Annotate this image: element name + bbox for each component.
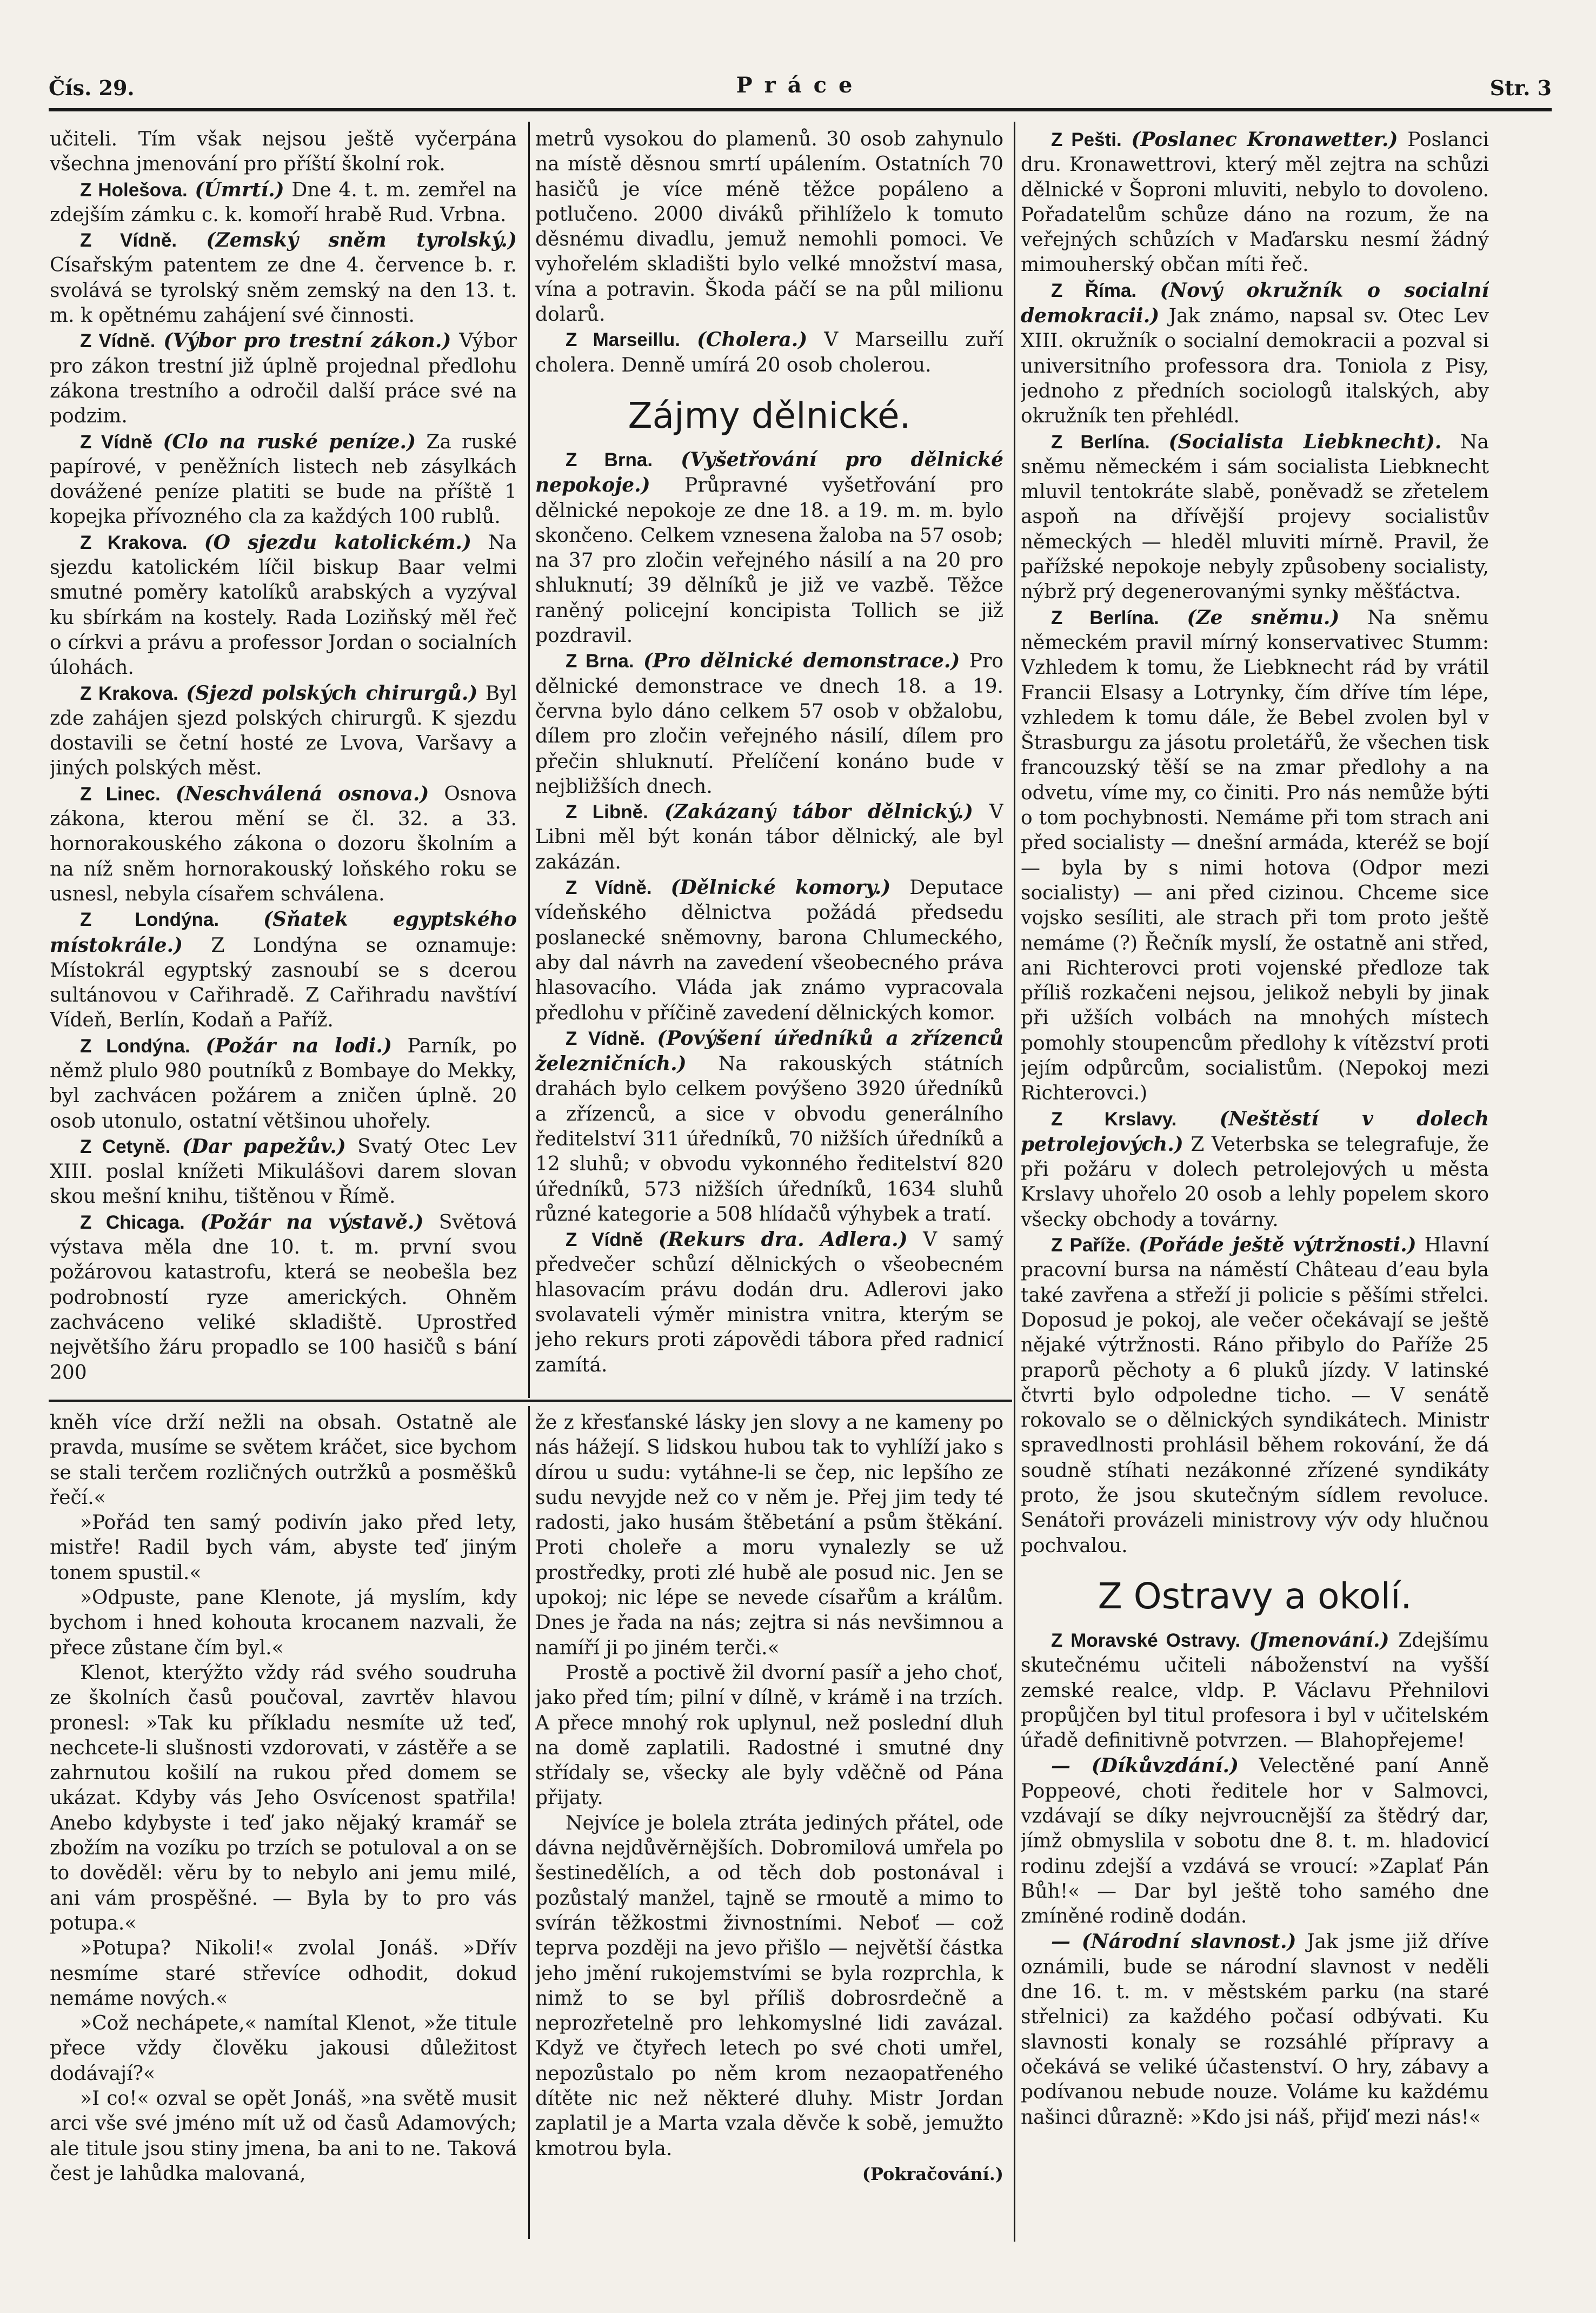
feuilleton-paragraph: »Odpuste, pane Klenote, já myslím, kdy bychom i hned kohouta krocanem nazvali, že přece zůstane čím byl.« (50, 1587, 517, 1659)
feuilleton-paragraph: Nejvíce je bolela ztráta jediných přátel, ode dávna nejdůvěrnějších. Dobromilová umřela po šestinedělích, a od těch dob postonával i pozůstalý manžel, tajně se rmoutě a mimo to svírán těžkostmi živnostními. Neboť — což teprva později na jevo přišlo — největší částka jeho jmění rukojemstvími se byla rozprchla, k nimž to se byl příliš dobrosrdečně a neprozřetelně pro lehkomyslné lidi zavázal. Když ve čtyřech letech po své choti umřel, nepozůstalo po něm krom nezaopatřeného dítěte nic než některé dluhy. Mistr Jordan zaplatil je a Marta vzala děvče k sobě, jemužto kmotrou byla. (535, 1812, 1003, 2160)
feuilleton-paragraph: že z křesťanské lásky jen slovy a ne kameny po nás hážejí. S lidskou hubou tak to vyhlíží jako s dírou u sudu: vytáhne-li se čep, nic lepšího ze sudu nevyjde než co v něm je. Přej jim tedy té radosti, jako husám štěbetání a psům štěkání. Proti choleře a moru vynalezly se už prostředky, proti zlé hubě ale posud nic. Jen se upokoj; nic lépe se nevede císařům a králům. Dnes je řada na nás; zejtra si nás nevšimnou a namíří ji po jiném terči.« (535, 1411, 1003, 1659)
news-item: Z Cetyně. (Dar papežův.) Svatý Otec Lev XIII. poslal knížeti Mikulášovi darem slovan skou mešní knihu, tištěnou v Římě. (50, 1135, 517, 1208)
feuilleton-paragraph: »Pořád ten samý podivín jako před lety, mistře! Radil bych vám, abyste teď jiným tonem spustil.« (50, 1512, 517, 1584)
column-1-lead: učiteli. Tím však nejsou ještě vyčerpána všechna jmenování pro příští školní rok. (50, 128, 517, 176)
news-item: Z Krakova. (Sjezd polských chirurgů.) Byl zde zahájen sjezd polských chirurgů. K sjezdu dostavili se četní hosté ze Lvova, Varšavy a jiných polských měst. (50, 681, 517, 780)
news-item: Z Krakova. (O sjezdu katolickém.) Na sjezdu katolickém líčil biskup Baar velmi smutné poměry katolíků arabských a vyzýval ku sbírkám na kostely. Rada Loziňský měl řeč o církvi a právu a professor Jordan o socialních úlohách. (50, 531, 517, 679)
news-item: Z Libně. (Zakázaný tábor dělnický.) V Libni měl být konán tábor dělnický, ale byl zakázán. (535, 800, 1003, 873)
issue-number: Čís. 29. (49, 76, 135, 100)
news-item: Z Brna. (Pro dělnické demonstrace.) Pro dělnické demonstrace ve dnech 18. a 19. června bylo dáno celkem 57 osob v obžalobu, dílem pro zločin veřejného násilí, dílem pro přečin shluknutí. Přelíčení konáno bude v nejbližších dnech. (535, 650, 1003, 798)
news-item: Z Berlína. (Ze sněmu.) Na sněmu německém pravil mírný konservativec Stumm: Vzhledem k tomu, že Liebknecht rád by vrátil Francii Elsasy a Lotrynky, čím dříve tím lépe, vzhledem k tomu dále, že Bebel zvolen byl v Štrasburgu za jásotu proletářů, že všechen tisk francouzský těší se na zmar předlohy a na odvetu, víme my, co činiti. Pro nás nemůže býti o tom pochybnosti. Nemáme při tom strach ani před socialisty — dnešní armáda, kteréž se bojí — byla by s nimi hotova (Odpor mezi socialisty) — ani před cizinou. Chceme sice vojsko sesíliti, ale strach při tom proto ještě nemáme (?) Řečník myslí, že ostatně ani střed, ani Richterovci proti vojenské předloze tak příliš rozkačeni nejsou, jelikož nebyli by jinak při užších volbách na mnohých místech pomohly stoupencům předlohy k vítězství proti jejím odpůrcům, socialistům. (Nepokoj mezi Richterovci.) (1021, 606, 1489, 1105)
feuilleton-paragraph: »I co!« ozval se opět Jonáš, »na světě musit arci vše své jméno mít už od časů Adamových; ale titule jsou stiny jmena, ba ani to ne. Taková čest je lahůdka malovaná, (50, 2087, 517, 2185)
news-item: Z Marseillu. (Cholera.) V Marseillu zuří cholera. Denně umírá 20 osob cholerou. (535, 328, 1003, 376)
feuilleton-paragraph: Klenot, kterýžto vždy rád svého soudruha ze školních časů poučoval, zavrtěv hlavou pronesl: »Tak ku příkladu nesmíte už teď, nechcete-li slušnosti vzdorovati, v zástěře a se zahrnutou košilí na rukou před domem se ukázat. Kdyby vás Jeho Osvícenost spatřila! Anebo kdybyste i teď jako nějaký kramář se zbožím na vozíku po trzích se potuloval a on se to dověděl: věru by to nebylo ani jemu milé, ani vám prospěšné. — Byla by to pro vás potupa.« (50, 1661, 517, 1934)
feuilleton-divider (528, 1406, 530, 2239)
news-item: Z Moravské Ostravy. (Jmenování.) Zdejšímu skutečnému učiteli náboženství na vyšší zemské realce, vldp. P. Václavu Přehnilovi propůjčen byl titul profesora i byl v učitelském úřadě definitivně potvrzen. — Blahopřejeme! (1021, 1628, 1489, 1752)
feuilleton-paragraph: kněh více drží nežli na obsah. Ostatně ale pravda, musíme se světem kráčet, sice bychom se stali terčem rozličných outržků a posměšků řečí.« (50, 1411, 517, 1509)
newspaper-title: Práce (736, 72, 864, 98)
feuilleton-paragraph: »Potupa? Nikoli!« zvolal Jonáš. »Dřív nesmíme staré střevíce odhodit, dokud nemáme nových.« (50, 1937, 517, 2010)
feuilleton-paragraph: »Což nechápete,« namítal Klenot, »že titule přece vždy člověku jakousi důležitost dodávají?« (50, 2012, 517, 2085)
news-item: Z Pešti. (Poslanec Kronawetter.) Poslanci dru. Kronawettrovi, který měl zejtra na schůzi dělnické v Šoproni mluviti, nebylo to dovoleno. Pořadatelům schůze dáno na rozum, že na veřejných schůzích v Maďarsku nesmí žádný mimouherský občan míti řeč. (1021, 128, 1489, 276)
page-number: Str. 3 (1489, 76, 1552, 100)
news-item: Z Vídně. (Zemský sněm tyrolský.) Císařským patentem ze dne 4. července b. r. svolává se tyrolský sněm zemský na den 13. t. m. k opětnému zahájení své činnosti. (50, 229, 517, 327)
news-item: Z Linec. (Neschválená osnova.) Osnova zákona, kterou mění se čl. 32. a 33. hornorakouského zákona o dozoru školním a na níž sněm hornorakouský loňského roku se usnesl, nebyla císařem schválena. (50, 782, 517, 905)
news-item: Z Berlína. (Socialista Liebknecht). Na sněmu německém i sám socialista Liebknecht mluvil tentokráte slabě, poněvadž se zřetelem aspoň na dřívější projevy socialistův německých — hleděl mluviti mírně. Pravil, že pařížské nepokoje nebyly způsobeny socialisty, nýbrž prý degenerovanými synky měšťáctva. (1021, 430, 1489, 604)
news-item: Z Londýna. (Požár na lodi.) Parník, po němž plulo 980 poutníků z Bombaye do Mekky, byl zachvácen požárem a zničen úplně. 20 osob utonulo, ostatní většinou uhořely. (50, 1034, 517, 1132)
news-item: Z Chicaga. (Požár na výstavě.) Světová výstava měla dne 10. t. m. první svou požárovou katastrofu, která se neobešla bez podrobností ryze amerických. Ohněm zachváceno veliké skladiště. Uprostřed největšího žáru propadlo se 100 hasičů s bání 200 (50, 1210, 517, 1384)
feuilleton-right (535, 1410, 1003, 2238)
news-item: Z Vídně (Rekurs dra. Adlera.) V samý předvečer schůzí dělnických o všeobecném hlasovacím právu dodán dru. Adlerovi jako svolavateli výměr ministra vnitra, kterým se jeho rekurs proti zápovědi tábora před radnicí zamítá. (535, 1228, 1003, 1376)
section-heading-ostrava: Z Ostravy a okolí. (1098, 1575, 1412, 1617)
news-item: Z Londýna. (Sňatek egyptského místokrále.) Z Londýna se oznamuje: Místokrál egyptský zasnoubí se s dcerou sultánovou v Cařihradě. Z Cařihradu navštíví Vídeň, Berlín, Kodaň a Paříž. (50, 908, 517, 1032)
column-2-lead: metrů vysokou do plamenů. 30 osob zahynulo na místě děsnou smrtí upálením. Ostatních 70 hasičů je více méně těžce popáleno a potlučeno. 2000 diváků přihlíželo k tomuto děsnému divadlu, jemuž nemohli pomoci. Ve vyhořelém skladišti bylo velké množství masa, vína a potravin. Škoda páčí se na půl milionu dolarů. (535, 128, 1003, 326)
continued-note: (Pokračování.) (862, 2163, 1003, 2184)
news-item: Z Vídně. (Dělnické komory.) Deputace vídeňského dělnictva požádá předsedu poslanecké sněmovny, barona Chlumeckého, aby dal návrh na zavedení všeobecného práva hlasovacího. Vláda jak známo vypracovala předlohu v příčině zavedení dělnických komor. (535, 876, 1003, 1024)
page-header (49, 70, 1552, 105)
column-divider-2 (1014, 122, 1015, 2242)
header-rule (49, 108, 1552, 111)
feuilleton-left (50, 1410, 517, 2238)
news-item: Z Brna. (Vyšetřování pro dělnické nepokoje.) Průpravné vyšetřování pro dělnické nepokoje ze dne 18. a 19. m. m. bylo skončeno. Celkem vznesena žaloba na 57 osob; na 37 pro zločin veřejného násilí a na 20 pro shluknutí; 39 dělníků je již ve vazbě. Těžce raněný policejní koncipista Tollich se již pozdravil. (535, 448, 1003, 647)
feuilleton-paragraph: Prostě a poctivě žil dvorní pasíř a jeho choť, jako před tím; pilní v dílně, v krámě i na trzích. A přece mnohý rok uplynul, než poslední dluh na domě zaplatili. Radostné i smutné dny střídaly se, všecky ale byly vděčně od Pána přijaty. (535, 1661, 1003, 1810)
news-item: Z Vídně (Clo na ruské peníze.) Za ruské papírové, v peněžních listech neb zásylkách dovážené peníze platiti se bude na příště 1 kopejka přívozného cla za každých 100 rublů. (50, 430, 517, 528)
news-item: Z Paříže. (Pořáde ještě výtržnosti.) Hlavní pracovní bursa na náměstí Château d’eau byla také zavřena a střeží ji policie s pěšími střelci. Doposud je pokoj, ale večer očekávají se ještě nějaké výtržnosti. Ráno přibylo do Paříže 25 praporů pěchoty a 6 pluků jízdy. V latinské čtvrti bylo odpoledne ticho. — V senátě rokovalo se o dělnických syndikátech. Ministr spravedlnosti prohlásil během rokování, že dá soudně stíhati nezákonné zřízené syndikáty proto, že jsou skutečným sídlem revoluce. Senátoři provázeli ministrovy výv ody hlučnou pochvalou. (1021, 1234, 1489, 1557)
news-item: Z Holešova. (Úmrtí.) Dne 4. t. m. zemřel na zdejším zámku c. k. komoří hrabě Rud. Vrbna. (50, 178, 517, 226)
news-item: — (Národní slavnost.) Jak jsme již dříve oznámili, bude se národní slavnost v neděli dne 16. t. m. v městském parku (na staré střelnici) za každého počasí odbývati. Ku slavnosti konaly se rozsáhlé přípravy a očekává se veliké účastenství. O hry, zábavy a podívanou nebude nouze. Voláme ku každému našinci důrazně: »Kdo jsi náš, přijď mezi nás!« (1021, 1930, 1489, 2129)
column-3 (1021, 127, 1489, 2242)
section-heading-labor: Zájmy dělnické. (628, 394, 911, 436)
news-item: Z Krslavy. (Neštěstí v dolech petrolejových.) Z Veterbska se telegrafuje, že při požáru v dolech petrolejových u města Krslavy uhořelo 20 osob a lehly popelem skoro všecky obchody a továrny. (1021, 1107, 1489, 1231)
news-item: Z Vídně. (Povýšení úředníků a zřízenců železničních.) Na rakouských státních drahách bylo celkem povýšeno 3920 úředníků a zřízenců, a sice v obvodu generálního ředitelství 311 úředníků, 70 nižších úředníků a 12 sluhů; v obvodu vykonného ředitelství 820 úředníků, 573 nižších úředníků, 1634 sluhů různé kategorie a 508 hlídačů výhybek a tratí. (535, 1026, 1003, 1225)
news-item: Z Říma. (Nový okružník o socialní demokracii.) Jak známo, napsal sv. Otec Lev XIII. okružník o socialní demokracii a pozval si universitního professora dra. Toniola z Pisy, jednoho z předních sociologů italských, aby okružník ten přehlédl. (1021, 279, 1489, 428)
column-1 (50, 127, 517, 1395)
column-divider-1 (528, 122, 530, 1398)
news-item: — (Díkůvzdání.) Velectěné paní Anně Poppeové, choti ředitele hor v Salmovci, vzdávají se díky nejvroucnější za štědrý dar, jímž obmyslila v sobotu dne 8. t. m. hladovicí rodinu zdejší a vzdává se vroucí: »Zaplať Pán Bůh!« — Dar byl ještě toho samého dne zmíněné rodině dodán. (1021, 1754, 1489, 1928)
section-divider (49, 1400, 1012, 1402)
column-2 (535, 127, 1003, 1395)
news-item: Z Vídně. (Výbor pro trestní zákon.) Výbor pro zákon trestní již úplně projednal předlohu zákona trestního a odročil další práce své na podzim. (50, 329, 517, 428)
